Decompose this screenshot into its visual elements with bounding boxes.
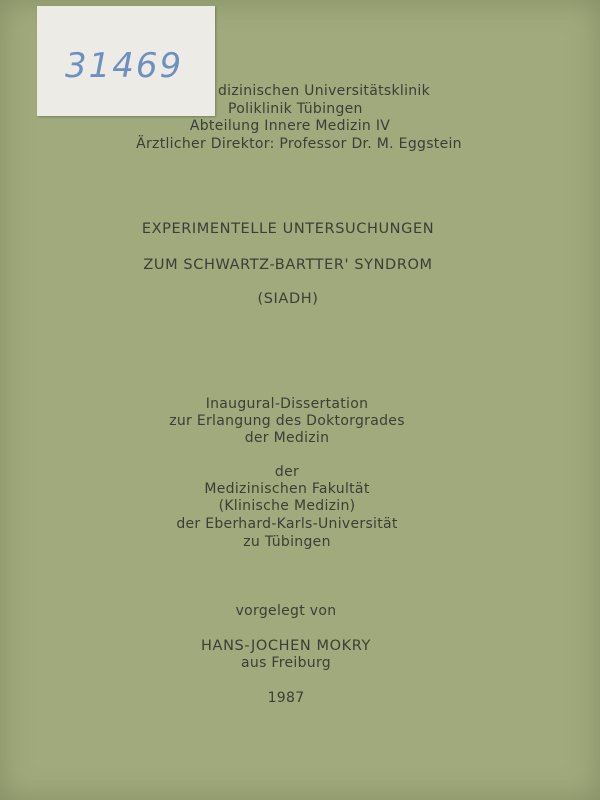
author-name: HANS-JOCHEN MOKRY <box>201 638 371 654</box>
dissertation-line-7: der Eberhard-Karls-Universität <box>176 516 398 532</box>
dissertation-line-8: zu Tübingen <box>243 534 331 550</box>
presented-by: vorgelegt von <box>235 603 337 619</box>
dissertation-line-6: (Klinische Medizin) <box>218 498 356 514</box>
header-line-3: Abteilung Innere Medizin IV <box>189 118 391 134</box>
title-line-2: ZUM SCHWARTZ-BARTTER' SYNDROM <box>143 257 433 273</box>
header-line-4: Ärztlicher Direktor: Professor Dr. M. Eggstein <box>136 136 462 152</box>
header-line-2: Poliklinik Tübingen <box>228 101 363 117</box>
author-origin: aus Freiburg <box>241 655 331 671</box>
handwritten-number: 31469 <box>65 46 184 86</box>
dissertation-line-3: der Medizin <box>244 430 330 446</box>
dissertation-line-2: zur Erlangung des Doktorgrades <box>169 413 405 429</box>
dissertation-line-1: Inaugural-Dissertation <box>205 396 369 412</box>
year: 1987 <box>267 690 305 706</box>
dissertation-line-5: Medizinischen Fakultät <box>204 481 370 497</box>
header-line-1: dizinischen Universitätsklinik <box>218 83 431 99</box>
title-line-3: (SIADH) <box>257 291 319 307</box>
dissertation-line-4: der <box>274 464 300 480</box>
library-sticker <box>37 6 215 116</box>
title-line-1: EXPERIMENTELLE UNTERSUCHUNGEN <box>141 221 435 237</box>
